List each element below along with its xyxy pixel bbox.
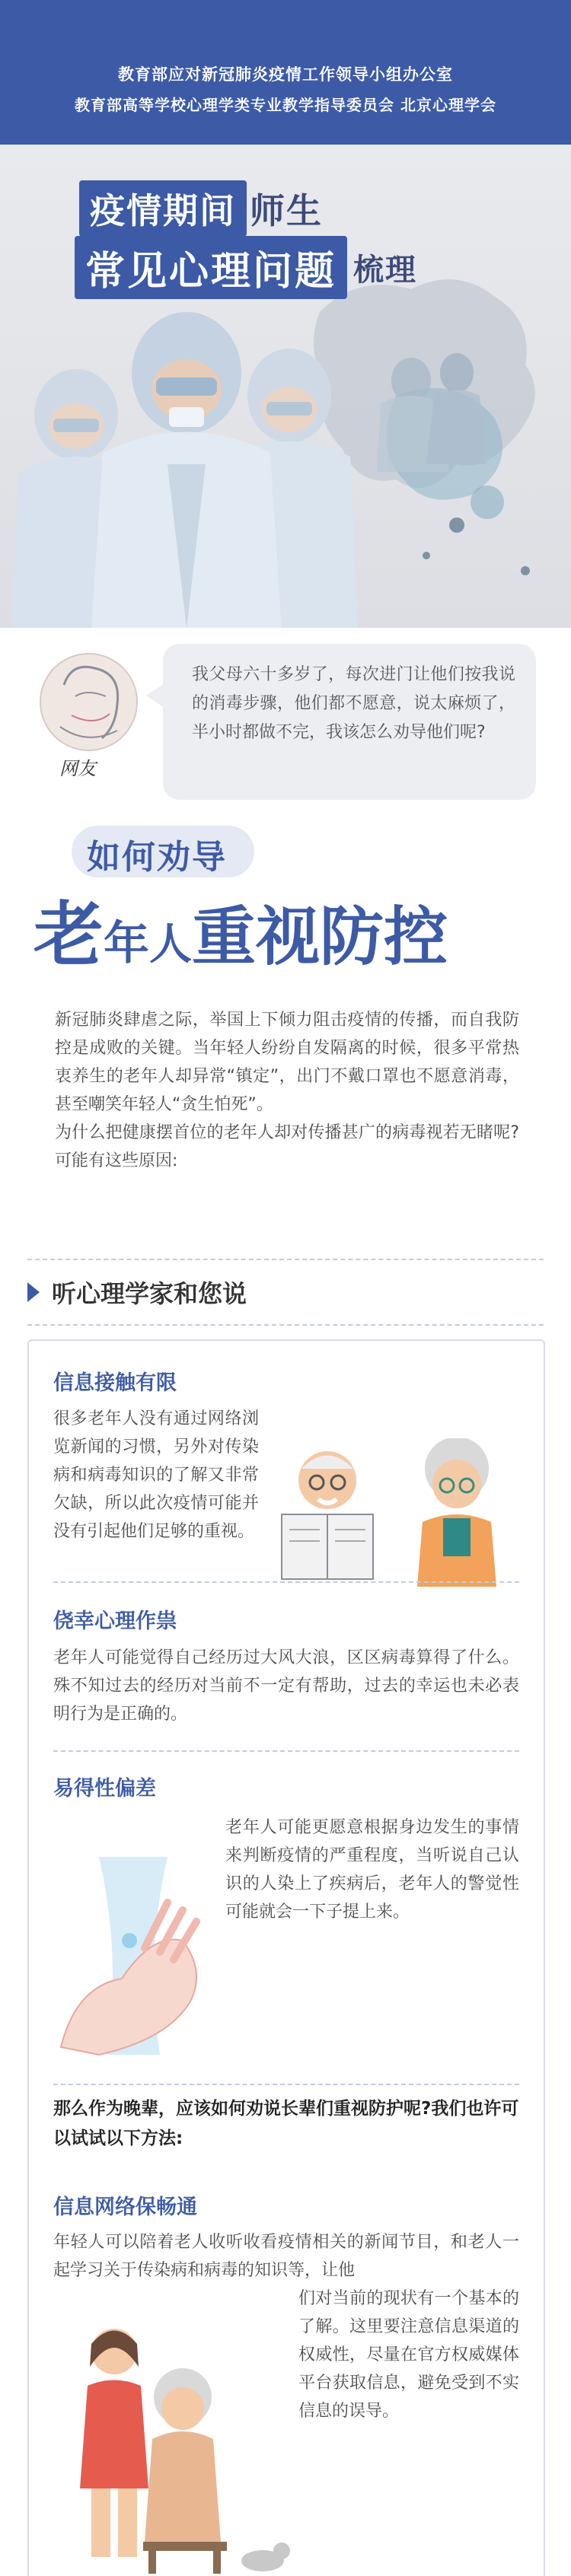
hero-title-highlight-2: 常见心理问题: [75, 236, 347, 299]
elderly-couple-illustration: [274, 1438, 525, 1590]
main-title-char-2: 年: [104, 917, 150, 970]
method-text-2: 们对当前的现状有一个基本的了解。这里要注意信息渠道的权威性，尽量在官方权威媒体平台获取信息，避免受到不实信息的误导。: [298, 2289, 519, 2421]
section-heading: [27, 1271, 247, 1313]
hero-title-line-1: [79, 184, 323, 233]
reason-title: 信息接触有限: [53, 1371, 177, 1395]
avatar-label: 网友: [59, 758, 96, 779]
reason-text: 很多老年人没有通过网络浏览新闻的习惯，另外对传染病和病毒知识的了解又非常欠缺，所以此次疫情可能并没有引起他们足够的重视。: [53, 1409, 259, 1541]
divider: [27, 1259, 544, 1260]
hero-title-text-1: 师生: [250, 190, 323, 231]
intro-text: [55, 1006, 519, 1175]
triangle-bullet-icon: [27, 1282, 40, 1302]
section-heading-text: 听心理学家和您说: [52, 1279, 247, 1308]
divider: [53, 1750, 519, 1752]
reason-text: 老年人可能更愿意根据身边发生的事情来判断疫情的严重程度，当听说自己认识的人染上了疾病后，老年人的警觉性可能就会一下子提上来。: [225, 1818, 519, 1922]
header-banner: [0, 0, 571, 145]
header-line-1: 教育部应对新冠肺炎疫情工作领导小组办公室: [118, 65, 453, 84]
hero-illustration: [0, 145, 571, 628]
divider: [27, 1324, 544, 1326]
reason-title: 侥幸心理作祟: [53, 1610, 177, 1633]
method-text-1: 年轻人可以陪着老人收听收看疫情相关的新闻节目，和老人一起学习关于传染病和病毒的知识等，让他: [53, 2233, 519, 2280]
handwashing-illustration: [53, 1849, 221, 2062]
method-title: 信息网络保畅通: [53, 2195, 197, 2219]
caregiver-elder-illustration: [53, 2313, 297, 2576]
divider: [53, 2084, 519, 2085]
main-title-char-3: 人: [149, 920, 193, 970]
transition-question: 那么作为晚辈，应该如何劝说长辈们重视防护呢?我们也许可以试试以下方法:: [53, 2099, 519, 2148]
bubble-tail: [146, 683, 164, 708]
main-title-char-1: 老: [33, 894, 104, 976]
subtitle-text: 如何劝导: [87, 838, 227, 877]
divider: [53, 1581, 519, 1583]
question-bubble: [163, 644, 536, 800]
person-sketch-icon: [41, 654, 136, 750]
hero-title-line-2: [75, 240, 417, 294]
hero-title-highlight-1: 疫情期间: [79, 180, 247, 237]
header-line-2: 教育部高等学校心理学类专业教学指导委员会 北京心理学会: [75, 96, 496, 114]
reason-title: 易得性偏差: [53, 1777, 156, 1801]
main-title-rest: 重视防控: [192, 900, 448, 974]
intro-paragraph-2: 为什么把健康摆首位的老年人却对传播甚广的病毒视若无睹呢?可能有这些原因:: [55, 1123, 519, 1170]
netizen-avatar: [40, 653, 138, 751]
reason-text: 老年人可能觉得自己经历过大风大浪，区区病毒算得了什么。殊不知过去的经历对当前不一定有帮助，过去的幸运也未必表明行为是正确的。: [53, 1648, 519, 1724]
hero-title-text-2: 梳理: [353, 252, 418, 288]
intro-paragraph-1: 新冠肺炎肆虐之际，举国上下倾力阻击疫情的传播，而自我防控是成败的关键。当年轻人纷纷自发隔离的时候，很多平常热衷养生的老年人却异常“镇定”，出门不戴口罩也不愿意消毒，甚至嘲笑年轻人“贪生怕死”。: [55, 1011, 519, 1114]
main-title: [33, 879, 551, 976]
question-text: 我父母六十多岁了，每次进门让他们按我说的消毒步骤，他们都不愿意，说太麻烦了，半小时都做不完，我该怎么劝导他们呢?: [192, 665, 515, 742]
